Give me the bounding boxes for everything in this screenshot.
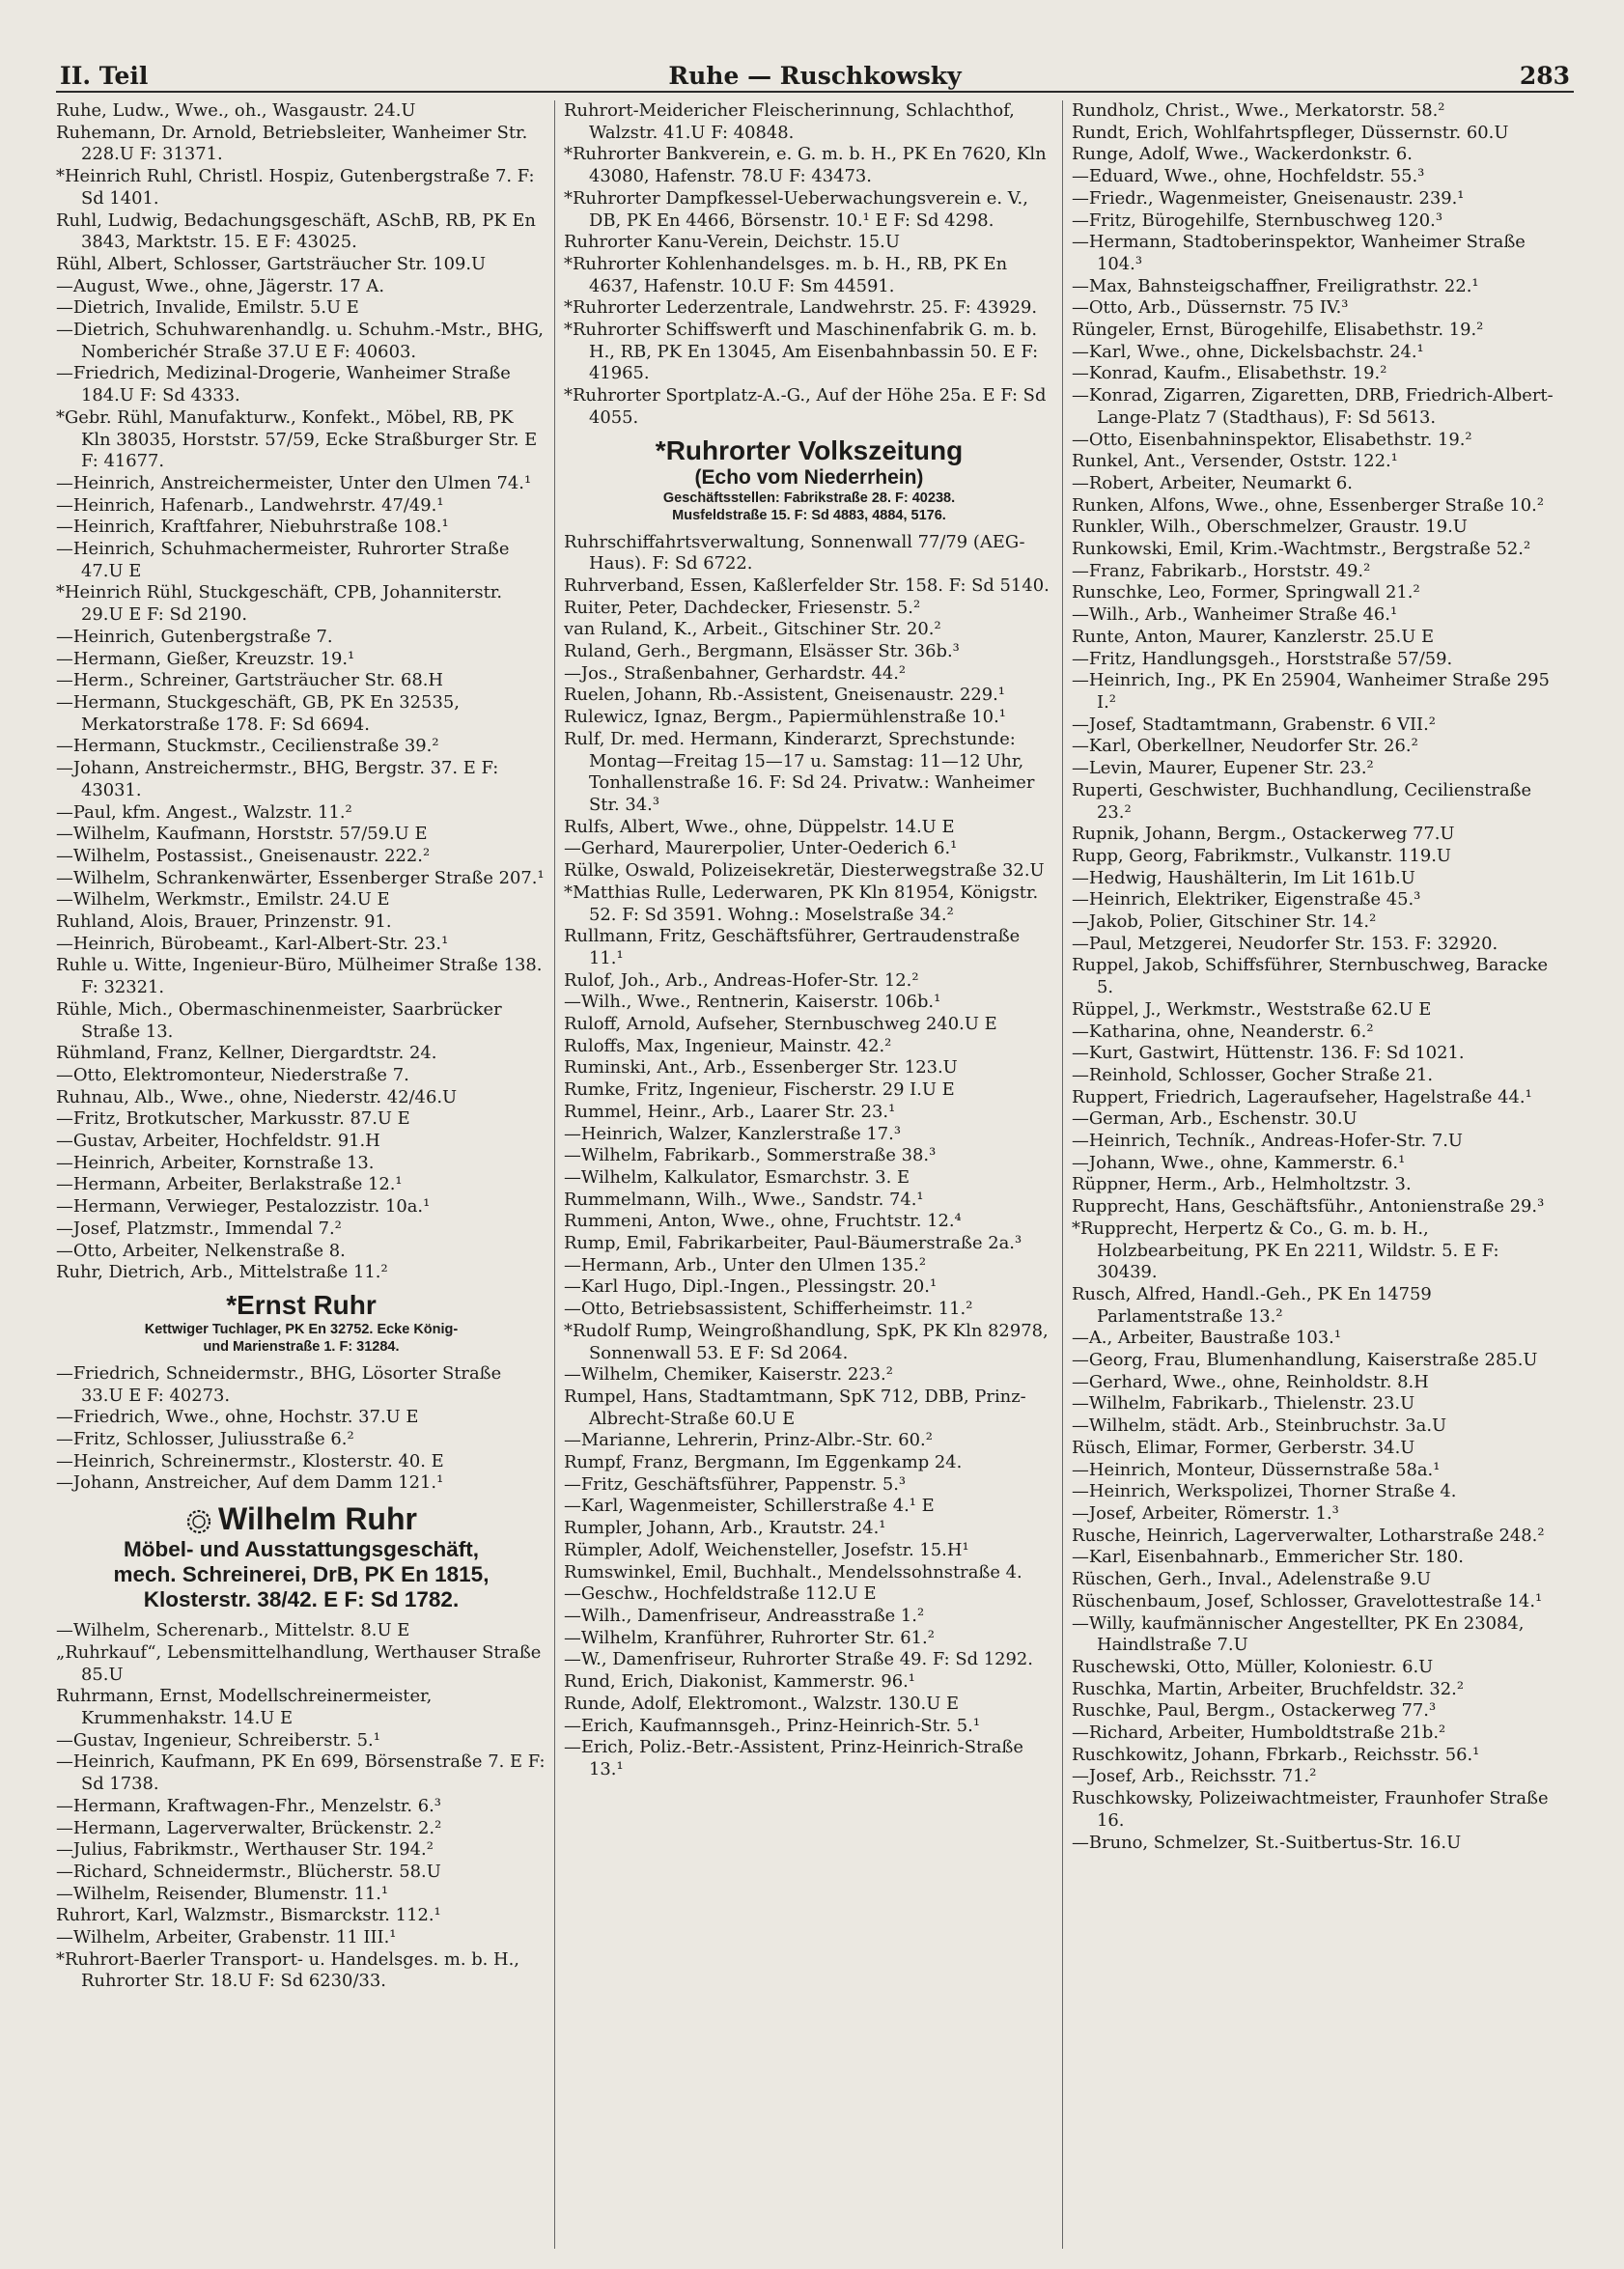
directory-entry: —Hermann, Stuckgeschäft, GB, PK En 32535, Merkatorstraße 178. F: Sd 6694. bbox=[56, 691, 460, 735]
directory-entry: —Heinrich, Bürobeamt., Karl-Albert-Str. 23.¹ bbox=[56, 933, 449, 954]
directory-entry: Rüppel, J., Werkmstr., Weststraße 62.U E bbox=[1072, 998, 1432, 1020]
directory-entry: Rummelmann, Wilh., Wwe., Sandstr. 74.¹ bbox=[564, 1189, 924, 1210]
directory-entry: Rundt, Erich, Wohlfahrtspfleger, Düssernstr. 60.U bbox=[1072, 122, 1509, 143]
directory-entry: —Dietrich, Schuhwarenhandlg. u. Schuhm.-Mstr., BHG, Nomberichér Straße 37.U E F: 40603. bbox=[56, 320, 544, 362]
directory-entry: Rumpler, Johann, Arb., Krautstr. 24.¹ bbox=[564, 1518, 886, 1539]
directory-entry: —Friedrich, Wwe., ohne, Hochstr. 37.U E bbox=[56, 1407, 419, 1428]
directory-entry: —Wilhelm, Fabrikarb., Sommerstraße 38.³ bbox=[564, 1145, 937, 1166]
directory-entry: *Ruhrort-Baerler Transport- u. Handelsges. m. b. H., Ruhrorter Str. 18.U F: Sd 6230/33. bbox=[56, 1948, 519, 1992]
directory-entry: Ruhrorter Kanu-Verein, Deichstr. 15.U bbox=[564, 232, 900, 253]
directory-entry: Rumswinkel, Emil, Buchhalt., Mendelssohnstraße 4. bbox=[564, 1561, 1022, 1583]
directory-entry: Rulfs, Albert, Wwe., ohne, Düppelstr. 14.U E bbox=[564, 816, 955, 837]
ad-title-row bbox=[56, 1500, 546, 1537]
page-number: 283 bbox=[1519, 62, 1570, 90]
directory-entry: Ruloff, Arnold, Aufseher, Sternbuschweg 240.U E bbox=[564, 1014, 997, 1035]
directory-entry: Ruschke, Paul, Bergm., Ostackerweg 77.³ bbox=[1072, 1700, 1437, 1722]
directory-entry: Runte, Anton, Maurer, Kanzlerstr. 25.U E bbox=[1072, 626, 1435, 647]
directory-entry: —Hermann, Stadtoberinspektor, Wanheimer Straße 104.³ bbox=[1072, 232, 1526, 274]
ad-line: Klosterstr. 38/42. E F: Sd 1782. bbox=[143, 1587, 460, 1612]
directory-entry: —Gerhard, Wwe., ohne, Reinholdstr. 8.H bbox=[1072, 1371, 1429, 1392]
directory-entry: —Hermann, Kraftwagen-Fhr., Menzelstr. 6.³ bbox=[56, 1795, 441, 1816]
advertisement-ruhrorter-volkszeitung bbox=[564, 435, 1054, 524]
directory-entry: —Robert, Arbeiter, Neumarkt 6. bbox=[1072, 472, 1353, 493]
directory-entry: —Geschw., Hochfeldstraße 112.U E bbox=[564, 1583, 877, 1605]
entry-list bbox=[56, 1620, 546, 1993]
directory-entry: —Heinrich, Elektriker, Eigenstraße 45.³ bbox=[1072, 889, 1421, 910]
directory-entry: —Wilhelm, Postassist., Gneisenaustr. 222.² bbox=[56, 845, 431, 866]
directory-entry: —Erich, Poliz.-Betr.-Assistent, Prinz-Heinrich-Straße 13.¹ bbox=[564, 1737, 1023, 1779]
ad-title: *Ernst Ruhr bbox=[226, 1289, 377, 1320]
directory-entry: —Karl, Wwe., ohne, Dickelsbachstr. 24.¹ bbox=[1072, 341, 1424, 362]
directory-entry: Ruhe, Ludw., Wwe., oh., Wasgaustr. 24.U bbox=[56, 100, 416, 121]
directory-entry: —Otto, Arbeiter, Nelkenstraße 8. bbox=[56, 1240, 346, 1261]
directory-entry: —Wilhelm, Arbeiter, Grabenstr. 11 III.¹ bbox=[56, 1927, 397, 1948]
directory-entry: —Karl, Wagenmeister, Schillerstraße 4.¹ E bbox=[564, 1496, 935, 1517]
page-header bbox=[56, 62, 1574, 93]
directory-entry: Rüngeler, Ernst, Bürogehilfe, Elisabethstr. 19.² bbox=[1072, 320, 1484, 341]
directory-entry: —Wilhelm, Fabrikarb., Thielenstr. 23.U bbox=[1072, 1393, 1415, 1415]
directory-entry: Rumpf, Franz, Bergmann, Im Eggenkamp 24. bbox=[564, 1452, 963, 1473]
directory-entry: —Fritz, Schlosser, Juliusstraße 6.² bbox=[56, 1429, 354, 1450]
directory-entry: —Wilhelm, städt. Arb., Steinbruchstr. 3a.U bbox=[1072, 1415, 1447, 1437]
ad-line: mech. Schreinerei, DrB, PK En 1815, bbox=[113, 1562, 490, 1587]
directory-entry: Rüppner, Herm., Arb., Helmholtzstr. 3. bbox=[1072, 1174, 1412, 1195]
directory-entry: —Friedr., Wagenmeister, Gneisenaustr. 239.¹ bbox=[1072, 187, 1465, 209]
directory-entry: Rusche, Heinrich, Lagerverwalter, Lotharstraße 248.² bbox=[1072, 1525, 1545, 1546]
directory-entry: Rühmland, Franz, Kellner, Diergardtstr. 24. bbox=[56, 1043, 437, 1064]
directory-entry: *Heinrich Ruhl, Christl. Hospiz, Gutenbergstraße 7. F: Sd 1401. bbox=[56, 166, 535, 209]
directory-entry: Rump, Emil, Fabrikarbeiter, Paul-Bäumerstraße 2a.³ bbox=[564, 1233, 1022, 1254]
directory-entry: Rulewicz, Ignaz, Bergm., Papiermühlenstraße 10.¹ bbox=[564, 707, 1006, 728]
directory-entry: —Gustav, Arbeiter, Hochfeldstr. 91.H bbox=[56, 1131, 380, 1152]
directory-entry: Ruschka, Martin, Arbeiter, Bruchfeldstr. 32.² bbox=[1072, 1678, 1465, 1699]
directory-entry: —Bruno, Schmelzer, St.-Suitbertus-Str. 16.U bbox=[1072, 1832, 1462, 1853]
directory-entry: Rummeni, Anton, Wwe., ohne, Fruchtstr. 12.⁴ bbox=[564, 1211, 962, 1232]
directory-entry: Rüsch, Elimar, Former, Gerberstr. 34.U bbox=[1072, 1437, 1415, 1458]
directory-entry: —Hedwig, Haushälterin, Im Lit 161b.U bbox=[1072, 867, 1415, 888]
directory-entry: —A., Arbeiter, Baustraße 103.¹ bbox=[1072, 1328, 1341, 1349]
section-label: II. Teil bbox=[60, 62, 149, 90]
directory-entry: —Josef, Arbeiter, Römerstr. 1.³ bbox=[1072, 1503, 1339, 1524]
entry-list bbox=[56, 1363, 546, 1495]
directory-entry: —Paul, Metzgerei, Neudorfer Str. 153. F: 32920. bbox=[1072, 933, 1498, 954]
directory-entry: Ruhemann, Dr. Arnold, Betriebsleiter, Wanheimer Str. 228.U F: 31371. bbox=[56, 122, 528, 165]
directory-entry: —Hermann, Lagerverwalter, Brückenstr. 2.² bbox=[56, 1817, 442, 1838]
column-3 bbox=[1072, 100, 1562, 2249]
directory-entry: —Friedrich, Schneidermstr., BHG, Lösorter Straße 33.U E F: 40273. bbox=[56, 1362, 502, 1406]
directory-entry: —Otto, Arb., Düssernstr. 75 IV.³ bbox=[1072, 297, 1349, 319]
directory-entry: Rulf, Dr. med. Hermann, Kinderarzt, Sprechstunde: Montag—Freitag 15—17 u. Samstag: 11—12 Uhr, Tonhallenstraße 16. F: Sd 24. Privatw.: Wanheimer Str. 34.³ bbox=[564, 728, 1035, 815]
directory-entry: —Heinrich, Schreinermstr., Klosterstr. 40. E bbox=[56, 1450, 444, 1471]
directory-entry: Ruland, Gerh., Bergmann, Elsässer Str. 36b.³ bbox=[564, 641, 960, 662]
advertisement-wilhelm-ruhr bbox=[56, 1500, 546, 1612]
directory-entry: —Paul, kfm. Angest., Walzstr. 11.² bbox=[56, 801, 352, 823]
directory-entry: —Herm., Schreiner, Gartsträucher Str. 68.H bbox=[56, 670, 444, 691]
directory-entry: Rumke, Fritz, Ingenieur, Fischerstr. 29 I.U E bbox=[564, 1079, 955, 1101]
directory-entry: —Wilhelm, Schrankenwärter, Essenberger Straße 207.¹ bbox=[56, 867, 545, 888]
directory-entry: Rulof, Joh., Arb., Andreas-Hofer-Str. 12.² bbox=[564, 969, 919, 991]
directory-entry: —Konrad, Kaufm., Elisabethstr. 19.² bbox=[1072, 363, 1387, 384]
directory-entry: —Max, Bahnsteigschaffner, Freiligrathstr. 22.¹ bbox=[1072, 275, 1479, 296]
directory-entry: *Rupprecht, Herpertz & Co., G. m. b. H., Holzbearbeitung, PK En 2211, Wildstr. 5. E F: 30439. bbox=[1072, 1218, 1499, 1283]
directory-entry: —German, Arb., Eschenstr. 30.U bbox=[1072, 1108, 1358, 1130]
directory-entry: Ruhrort, Karl, Walzmstr., Bismarckstr. 112.¹ bbox=[56, 1905, 441, 1926]
directory-entry: —Josef, Arb., Reichsstr. 71.² bbox=[1072, 1766, 1317, 1787]
directory-entry: —Kurt, Gastwirt, Hüttenstr. 136. F: Sd 1021. bbox=[1072, 1043, 1465, 1064]
directory-entry: Ruelen, Johann, Rb.-Assistent, Gneisenaustr. 229.¹ bbox=[564, 685, 1005, 706]
directory-entry: Ruhr, Dietrich, Arb., Mittelstraße 11.² bbox=[56, 1262, 388, 1283]
directory-entry: —Wilh., Arb., Wanheimer Straße 46.¹ bbox=[1072, 604, 1398, 626]
directory-entry: —Fritz, Bürogehilfe, Sternbuschweg 120.³ bbox=[1072, 210, 1443, 231]
ad-line: Möbel- und Ausstattungsgeschäft, bbox=[124, 1537, 479, 1562]
directory-entry: —Otto, Eisenbahninspektor, Elisabethstr. 19.² bbox=[1072, 429, 1472, 450]
directory-entry: Ruppel, Jakob, Schiffsführer, Sternbuschweg, Baracke 5. bbox=[1072, 955, 1549, 998]
directory-entry: —Gerhard, Maurerpolier, Unter-Oederich 6.¹ bbox=[564, 838, 958, 859]
directory-entry: Rühle, Mich., Obermaschinenmeister, Saarbrücker Straße 13. bbox=[56, 998, 502, 1042]
directory-entry: „Ruhrkauf“, Lebensmittelhandlung, Werthauser Straße 85.U bbox=[56, 1641, 542, 1685]
directory-entry: Runkler, Wilh., Oberschmelzer, Graustr. 19.U bbox=[1072, 517, 1468, 538]
directory-entry: —Heinrich, Arbeiter, Kornstraße 13. bbox=[56, 1152, 375, 1173]
directory-entry: *Matthias Rulle, Lederwaren, PK Kln 81954, Königstr. 52. F: Sd 3591. Wohng.: Moselstraße 34.² bbox=[564, 882, 1039, 925]
directory-entry: —Heinrich, Kaufmann, PK En 699, Börsenstraße 7. E F: Sd 1738. bbox=[56, 1751, 546, 1795]
column-divider bbox=[554, 100, 555, 2249]
directory-entry: —Georg, Frau, Blumenhandlung, Kaiserstraße 285.U bbox=[1072, 1350, 1538, 1371]
directory-entry: Runschke, Leo, Former, Springwall 21.² bbox=[1072, 582, 1420, 603]
directory-entry: —Katharina, ohne, Neanderstr. 6.² bbox=[1072, 1021, 1374, 1042]
directory-entry: —Franz, Fabrikarb., Horststr. 49.² bbox=[1072, 560, 1371, 581]
directory-entry: Ruppert, Friedrich, Lageraufseher, Hagelstraße 44.¹ bbox=[1072, 1086, 1532, 1107]
directory-entry: —Fritz, Brotkutscher, Markusstr. 87.U E bbox=[56, 1108, 410, 1130]
directory-entry: —Wilh., Damenfriseur, Andreasstraße 1.² bbox=[564, 1606, 925, 1626]
directory-entry: Rüschenbaum, Josef, Schlosser, Gravelottestraße 14.¹ bbox=[1072, 1590, 1543, 1611]
directory-entry: —Jakob, Polier, Gitschiner Str. 14.² bbox=[1072, 911, 1377, 933]
directory-entry: *Rudolf Rump, Weingroßhandlung, SpK, PK Kln 82978, Sonnenwall 53. E F: Sd 2064. bbox=[564, 1320, 1049, 1363]
directory-entry: *Ruhrorter Bankverein, e. G. m. b. H., PK En 7620, Kln 43080, Hafenstr. 78.U F: 43473. bbox=[564, 144, 1047, 187]
directory-entry: Runken, Alfons, Wwe., ohne, Essenberger Straße 10.² bbox=[1072, 494, 1544, 516]
directory-entry: Ruhl, Ludwig, Bedachungsgeschäft, ASchB, RB, PK En 3843, Marktstr. 15. E F: 43025. bbox=[56, 210, 536, 253]
directory-entry: —Josef, Platzmstr., Immendal 7.² bbox=[56, 1218, 342, 1239]
directory-entry: —Hermann, Stuckmstr., Cecilienstraße 39.² bbox=[56, 736, 439, 757]
directory-entry: —Hermann, Gießer, Kreuzstr. 19.¹ bbox=[56, 648, 355, 669]
ad-title: *Ruhrorter Volkszeitung bbox=[655, 434, 964, 465]
directory-entry: Ruschkowsky, Polizeiwachtmeister, Fraunhofer Straße 16. bbox=[1072, 1788, 1549, 1831]
directory-entry: Ruschkowitz, Johann, Fbrkarb., Reichsstr. 56.¹ bbox=[1072, 1744, 1480, 1765]
directory-entry: —Gustav, Ingenieur, Schreiberstr. 5.¹ bbox=[56, 1729, 380, 1751]
directory-entry: —Wilhelm, Kranführer, Ruhrorter Str. 61.² bbox=[564, 1627, 935, 1648]
directory-entry: *Heinrich Rühl, Stuckgeschäft, CPB, Johanniterstr. 29.U E F: Sd 2190. bbox=[56, 582, 503, 626]
ad-line: und Marienstraße 1. F: 31284. bbox=[203, 1338, 400, 1355]
directory-entry: —Karl, Oberkellner, Neudorfer Str. 26.² bbox=[1072, 736, 1418, 757]
directory-entry: —Marianne, Lehrerin, Prinz-Albr.-Str. 60.² bbox=[564, 1430, 933, 1451]
directory-entry: Ruhle u. Witte, Ingenieur-Büro, Mülheimer Straße 138. F: 32321. bbox=[56, 955, 543, 998]
directory-entry: —Johann, Anstreichermstr., BHG, Bergstr. 37. E F: 43031. bbox=[56, 758, 499, 800]
directory-entry: Ruhrmann, Ernst, Modellschreinermeister, Krummenhakstr. 14.U E bbox=[56, 1686, 433, 1728]
directory-entry: Ruhrschiffahrtsverwaltung, Sonnenwall 77/79 (AEG-Haus). F: Sd 6722. bbox=[564, 531, 1025, 574]
directory-entry: *Ruhrorter Kohlenhandelsges. m. b. H., RB, PK En 4637, Hafenstr. 10.U F: Sm 44591. bbox=[564, 253, 1008, 296]
directory-entry: Runkel, Ant., Versender, Oststr. 122.¹ bbox=[1072, 451, 1398, 472]
directory-entry: —Jos., Straßenbahner, Gerhardstr. 44.² bbox=[564, 662, 907, 684]
directory-entry: van Ruland, K., Arbeit., Gitschiner Str. 20.² bbox=[564, 619, 941, 640]
ad-line: Geschäftsstellen: Fabrikstraße 28. F: 40238. bbox=[662, 490, 956, 506]
directory-entry: *Ruhrorter Dampfkessel-Ueberwachungsverein e. V., DB, PK En 4466, Börsenstr. 10.¹ E F: Sd 4298. bbox=[564, 187, 1028, 231]
directory-entry: —Wilhelm, Kalkulator, Esmarchstr. 3. E bbox=[564, 1166, 910, 1188]
directory-entry: —Heinrich, Kraftfahrer, Niebuhrstraße 108.¹ bbox=[56, 517, 449, 538]
directory-entry: —Heinrich, Werkspolizei, Thorner Straße 4. bbox=[1072, 1481, 1457, 1502]
directory-entry: —Dietrich, Invalide, Emilstr. 5.U E bbox=[56, 297, 359, 319]
directory-entry: Ruiter, Peter, Dachdecker, Friesenstr. 5.² bbox=[564, 597, 921, 618]
directory-entry: Ruhrort-Meidericher Fleischerinnung, Schlachthof, Walzstr. 41.U F: 40848. bbox=[564, 100, 1015, 143]
directory-entry: —Karl, Eisenbahnarb., Emmericher Str. 180. bbox=[1072, 1547, 1464, 1568]
directory-entry: —Heinrich, Hafenarb., Landwehrstr. 47/49.¹ bbox=[56, 494, 444, 516]
directory-entry: Ruperti, Geschwister, Buchhandlung, Cecilienstraße 23.² bbox=[1072, 779, 1532, 823]
directory-entry: Rund, Erich, Diakonist, Kammerstr. 96.¹ bbox=[564, 1671, 915, 1693]
directory-entry: Runde, Adolf, Elektromont., Walzstr. 130.U E bbox=[564, 1693, 960, 1714]
wreath-icon bbox=[185, 1508, 212, 1535]
directory-entry: —Johann, Anstreicher, Auf dem Damm 121.¹ bbox=[56, 1472, 444, 1494]
directory-entry: Ruminski, Ant., Arb., Essenberger Str. 123.U bbox=[564, 1057, 958, 1078]
advertisement-ernst-ruhr bbox=[56, 1290, 546, 1356]
directory-entry: —Wilh., Wwe., Rentnerin, Kaiserstr. 106b.¹ bbox=[564, 992, 941, 1013]
directory-entry: —Friedrich, Medizinal-Drogerie, Wanheimer Straße 184.U F: Sd 4333. bbox=[56, 363, 511, 406]
directory-entry: Ruloffs, Max, Ingenieur, Mainstr. 42.² bbox=[564, 1035, 892, 1056]
directory-entry: Rühl, Albert, Schlosser, Gartsträucher Str. 109.U bbox=[56, 253, 487, 274]
directory-entry: —Wilhelm, Kaufmann, Horststr. 57/59.U E bbox=[56, 824, 428, 845]
directory-entry: —Josef, Stadtamtmann, Grabenstr. 6 VII.² bbox=[1072, 714, 1436, 735]
entry-list bbox=[56, 100, 546, 1284]
directory-entry: Rümpler, Adolf, Weichensteller, Josefstr. 15.H¹ bbox=[564, 1539, 969, 1560]
directory-entry: —Johann, Wwe., ohne, Kammerstr. 6.¹ bbox=[1072, 1152, 1406, 1173]
directory-entry: Rundholz, Christ., Wwe., Merkatorstr. 58.² bbox=[1072, 100, 1445, 121]
column-divider bbox=[1062, 100, 1063, 2249]
directory-entry: —Heinrich, Ing., PK En 25904, Wanheimer Straße 295 I.² bbox=[1072, 670, 1550, 713]
directory-entry: —Wilhelm, Werkmstr., Emilstr. 24.U E bbox=[56, 889, 390, 910]
directory-entry: *Ruhrorter Lederzentrale, Landwehrstr. 25. F: 43929. bbox=[564, 297, 1038, 319]
directory-entry: —Willy, kaufmännischer Angestellter, PK En 23084, Haindlstraße 7.U bbox=[1072, 1612, 1525, 1656]
directory-entry: Rummel, Heinr., Arb., Laarer Str. 23.¹ bbox=[564, 1101, 896, 1122]
directory-entry: —Julius, Fabrikmstr., Werthauser Str. 194.² bbox=[56, 1839, 434, 1861]
directory-entry: —Karl Hugo, Dipl.-Ingen., Plessingstr. 20.¹ bbox=[564, 1276, 938, 1298]
directory-entry: —Heinrich, Anstreichermeister, Unter den Ulmen 74.¹ bbox=[56, 472, 532, 493]
directory-entry: Ruhrverband, Essen, Kaßlerfelder Str. 158. F: Sd 5140. bbox=[564, 574, 1050, 596]
entry-list bbox=[564, 100, 1054, 430]
directory-entry: —Otto, Betriebsassistent, Schifferheimstr. 11.² bbox=[564, 1299, 973, 1320]
directory-entry: Rupnik, Johann, Bergm., Ostackerweg 77.U bbox=[1072, 824, 1455, 845]
directory-entry: *Gebr. Rühl, Manufakturw., Konfekt., Möbel, RB, PK Kln 38035, Horststr. 57/59, Ecke Straßburger Str. E F: 41677. bbox=[56, 406, 538, 472]
directory-entry: Ruhnau, Alb., Wwe., ohne, Niederstr. 42/46.U bbox=[56, 1086, 458, 1107]
directory-entry: Runge, Adolf, Wwe., Wackerdonkstr. 6. bbox=[1072, 144, 1413, 165]
columns bbox=[56, 100, 1574, 2249]
directory-entry: Rusch, Alfred, Handl.-Geh., PK En 14759 Parlamentstraße 13.² bbox=[1072, 1283, 1432, 1327]
ad-line: Musfeldstraße 15. F: Sd 4883, 4884, 5176. bbox=[672, 507, 946, 523]
entry-list bbox=[564, 532, 1054, 1781]
directory-entry: —Otto, Elektromonteur, Niederstraße 7. bbox=[56, 1064, 409, 1085]
column-2 bbox=[564, 100, 1054, 2249]
directory-entry: —Heinrich, Walzer, Kanzlerstraße 17.³ bbox=[564, 1123, 901, 1144]
directory-entry: —Wilhelm, Chemiker, Kaiserstr. 223.² bbox=[564, 1364, 893, 1386]
directory-entry: —Richard, Schneidermstr., Blücherstr. 58.U bbox=[56, 1861, 441, 1882]
ad-subtitle: (Echo vom Niederrhein) bbox=[694, 465, 924, 489]
directory-entry: —Konrad, Zigarren, Zigaretten, DRB, Friedrich-Albert-Lange-Platz 7 (Stadthaus), F: Sd 5613. bbox=[1072, 385, 1554, 428]
directory-entry: —Levin, Maurer, Eupener Str. 23.² bbox=[1072, 758, 1374, 779]
directory-entry: —Heinrich, Gutenbergstraße 7. bbox=[56, 626, 333, 647]
directory-entry: —Reinhold, Schlosser, Gocher Straße 21. bbox=[1072, 1064, 1434, 1085]
directory-entry: *Ruhrorter Sportplatz-A.-G., Auf der Höhe 25a. E F: Sd 4055. bbox=[564, 385, 1047, 428]
directory-entry: Rülke, Oswald, Polizeisekretär, Diesterwegstraße 32.U bbox=[564, 860, 1045, 882]
entry-list bbox=[1072, 100, 1562, 1854]
name-range: Ruhe — Ruschkowsky bbox=[668, 62, 962, 90]
directory-entry: —Heinrich, Monteur, Düssernstraße 58a.¹ bbox=[1072, 1459, 1441, 1480]
directory-entry: —Heinrich, Schuhmachermeister, Ruhrorter Straße 47.U E bbox=[56, 539, 510, 581]
directory-entry: Rullmann, Fritz, Geschäftsführer, Gertraudenstraße 11.¹ bbox=[564, 926, 1021, 968]
directory-entry: *Ruhrorter Schiffswerft und Maschinenfabrik G. m. b. H., RB, PK En 13045, Am Eisenbahnbassin 50. E F: 41965. bbox=[564, 320, 1039, 384]
directory-entry: —Wilhelm, Scherenarb., Mittelstr. 8.U E bbox=[56, 1620, 410, 1641]
directory-entry: —Wilhelm, Reisender, Blumenstr. 11.¹ bbox=[56, 1883, 389, 1904]
ad-title: Wilhelm Ruhr bbox=[218, 1501, 417, 1537]
column-1 bbox=[56, 100, 546, 2249]
directory-entry: Rupp, Georg, Fabrikmstr., Vulkanstr. 119.U bbox=[1072, 845, 1452, 866]
directory-entry: —Erich, Kaufmannsgeh., Prinz-Heinrich-Str. 5.¹ bbox=[564, 1715, 981, 1736]
directory-entry: Ruhland, Alois, Brauer, Prinzenstr. 91. bbox=[56, 911, 392, 933]
directory-entry: —Hermann, Arb., Unter den Ulmen 135.² bbox=[564, 1254, 927, 1275]
directory-entry: —Fritz, Handlungsgeh., Horststraße 57/59. bbox=[1072, 648, 1453, 669]
directory-entry: Ruschewski, Otto, Müller, Koloniestr. 6.U bbox=[1072, 1656, 1434, 1677]
directory-entry: Rupprecht, Hans, Geschäftsführ., Antonienstraße 29.³ bbox=[1072, 1196, 1545, 1218]
ad-line: Kettwiger Tuchlager, PK En 32752. Ecke König- bbox=[144, 1321, 459, 1337]
directory-entry: —Heinrich, Techník., Andreas-Hofer-Str. 7.U bbox=[1072, 1131, 1463, 1152]
directory-entry: Rumpel, Hans, Stadtamtmann, SpK 712, DBB, Prinz-Albrecht-Straße 60.U E bbox=[564, 1386, 1026, 1429]
directory-entry: —Eduard, Wwe., ohne, Hochfeldstr. 55.³ bbox=[1072, 166, 1425, 187]
directory-entry: —W., Damenfriseur, Ruhrorter Straße 49. F: Sd 1292. bbox=[564, 1649, 1033, 1670]
directory-entry: Rüschen, Gerh., Inval., Adelenstraße 9.U bbox=[1072, 1569, 1432, 1590]
directory-entry: —Richard, Arbeiter, Humboldtstraße 21b.² bbox=[1072, 1723, 1446, 1744]
directory-entry: Runkowski, Emil, Krim.-Wachtmstr., Bergstraße 52.² bbox=[1072, 539, 1531, 560]
directory-entry: —Fritz, Geschäftsführer, Pappenstr. 5.³ bbox=[564, 1473, 907, 1495]
directory-entry: —August, Wwe., ohne, Jägerstr. 17 A. bbox=[56, 275, 384, 296]
directory-entry: —Hermann, Arbeiter, Berlakstraße 12.¹ bbox=[56, 1174, 403, 1195]
directory-entry: —Hermann, Verwieger, Pestalozzistr. 10a.¹ bbox=[56, 1196, 431, 1218]
